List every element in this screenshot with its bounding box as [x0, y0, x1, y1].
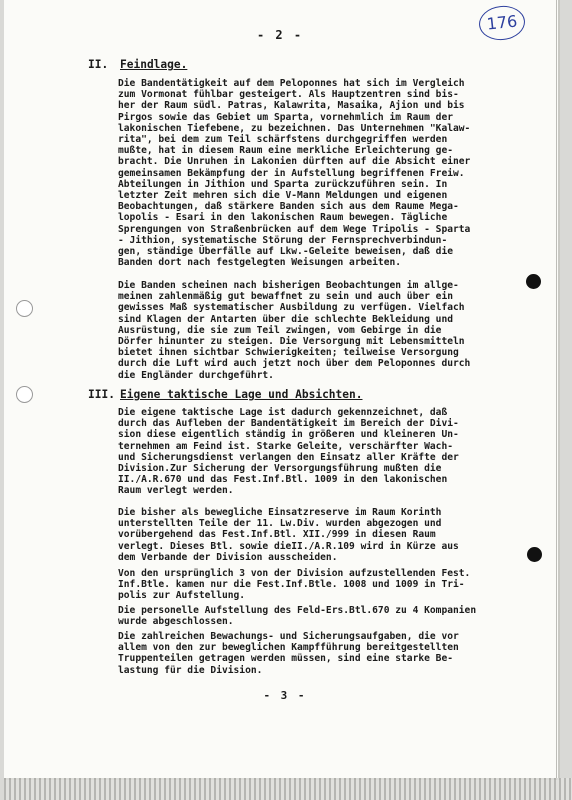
- section-title: Feindlage.: [120, 58, 188, 71]
- punch-hole: [16, 300, 33, 317]
- page-number: - 2 -: [256, 28, 304, 42]
- archive-stamp: 176: [477, 4, 526, 43]
- section-number: III.: [88, 388, 115, 401]
- paragraph: Die zahlreichen Bewachungs- und Sicherungsaufgaben, die vor allem von den zur beweglichen Kampfführung bereitgestellten Truppenteilen getragen werden müssen, sind eine starke Be- lastung für die Division.: [118, 631, 459, 676]
- section-heading: [88, 388, 362, 401]
- paragraph: Die eigene taktische Lage ist dadurch gekennzeichnet, daß durch das Aufleben der Bandentätigkeit im Bereich der Divi- sion diese eigentlich ständig in größeren und kleineren Un- ternehmen am Feind ist. Starke Geleite, verschärfter Wach- und Sicherungsdienst verlangen den Einsatz aller Kräfte der Division.Zur Sicherung der Versorgungsführung mußten die II./A.R.670 und das Fest.Inf.Btl. 1009 in den lakonischen Raum verlegt werden.: [118, 407, 459, 497]
- section-number: II.: [88, 58, 109, 71]
- paragraph: Die personelle Aufstellung des Feld-Ers.Btl.670 zu 4 Kompanien wurde abgeschlossen.: [118, 605, 477, 628]
- paragraph: Die Banden scheinen nach bisherigen Beobachtungen im allge- meinen zahlenmäßig gut bewaffnet zu sein und auch über ein gewisses Maß systematischer Ausbildung zu verfügen. Vielfach sind Klagen der Antarten über die schlechte Bekleidung und Ausrüstung, die sie zum Teil zwingen, vom Gebirge in die Dörfer hinunter zu steigen. Die Versorgung mit Lebensmitteln bietet ihnen sichtbar Schwierigkeiten; teilweise Versorgung durch die Luft wird auch jetzt noch über dem Peloponnes durch die Engländer durchgeführt.: [118, 280, 471, 381]
- scan-edge-strip: [4, 778, 572, 800]
- section-title: Eigene taktische Lage und Absichten.: [120, 388, 363, 401]
- section-heading: [88, 58, 187, 71]
- paragraph: Die bisher als bewegliche Einsatzreserve im Raum Korinth unterstellten Teile der 11. Lw.Div. wurden abgezogen und vorübergehend das Fest.Inf.Btl. XII./999 in diesen Raum verlegt. Dieses Btl. sowie dieII./A.R.109 wird in Kürze aus dem Verbande der Division ausscheiden.: [118, 507, 459, 563]
- punch-hole: [16, 386, 33, 403]
- next-page-marker: - 3 -: [263, 689, 307, 702]
- paragraph: Von den ursprünglich 3 von der Division aufzustellenden Fest. Inf.Btle. kamen nur die Fest.Inf.Btle. 1008 und 1009 in Tri- polis zur Aufstellung.: [118, 568, 471, 602]
- page-edge: [556, 0, 557, 780]
- paragraph: Die Bandentätigkeit auf dem Peloponnes hat sich im Vergleich zum Vormonat fühlbar gesteigert. Als Hauptzentren sind bis- her der Raum südl. Patras, Kalawrita, Masaika, Ajion und bis Pirgos sowie das Gebiet um Sparta, vornehmlich im Raum der lakonischen Tiefebene, zu bezeichnen. Das Unternehmen "Kalaw- rita", bei dem zum Teil schärfstens durchgegriffen werden mußte, hat in diesem Raum eine merkliche Erleichterung ge- bracht. Die Unruhen in Lakonien dürften auf die Absicht einer gemeinsamen Bekämpfung der in Aufstellung begriffenen Freiw. Abteilungen in Jithion und Sparta zurückzuführen sein. In letzter Zeit mehren sich die V-Mann Meldungen und eigenen Beobachtungen, daß stärkere Banden sich aus dem Raume Mega- lopolis - Esari in den lakonischen Raum bewegen. Tägliche Sprengungen von Straßenbrücken auf dem Wege Tripolis - Sparta - Jithion, systematische Störung der Fernsprechverbindun- gen, ständige Überfälle auf Lkw.-Geleite beweisen, daß die Banden dort nach festgelegten Weisungen arbeiten.: [118, 78, 471, 269]
